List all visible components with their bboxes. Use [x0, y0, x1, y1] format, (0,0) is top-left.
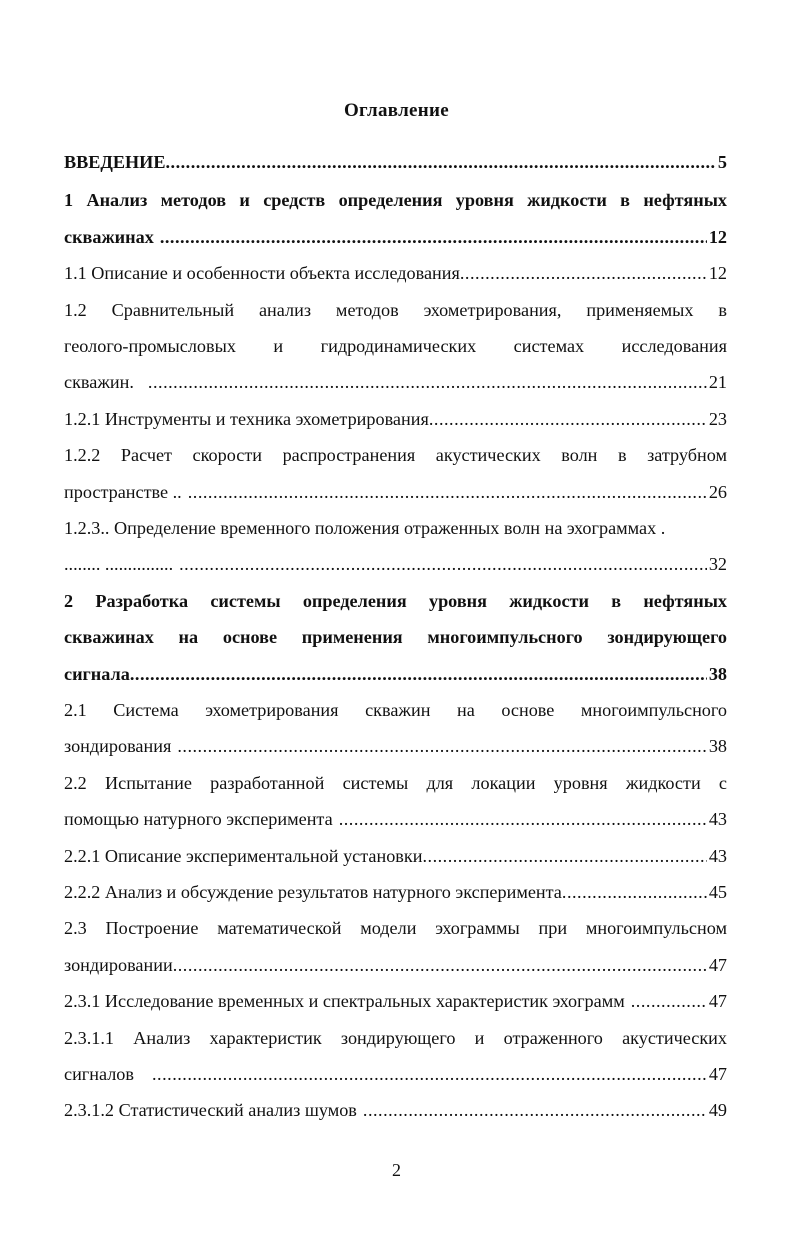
toc-page-number: 43 — [708, 846, 727, 866]
dot-leader — [173, 951, 707, 979]
toc-entry-text: 1.1 Описание и особенности объекта исследования — [64, 263, 460, 283]
toc-entry-introduction[interactable] — [64, 148, 727, 176]
toc-entry-text: помощью натурного эксперимента — [64, 809, 333, 829]
dot-leader — [152, 1060, 707, 1088]
toc-section-2-3-1-1-line-1: 2.3.1.1 Анализ характеристик зондирующего и отраженного акустических — [64, 1028, 727, 1048]
toc-section-2-1-line-1: 2.1 Система эхометрирования скважин на основе многоимпульсного — [64, 700, 727, 720]
toc-entry-text: зондирования — [64, 736, 172, 756]
toc-entry-text: сигналов — [64, 1064, 134, 1084]
toc-entry-text: скважинах — [64, 227, 154, 247]
toc-page-number: 26 — [708, 482, 727, 502]
dot-leader — [188, 478, 707, 506]
dot-leader — [422, 842, 706, 870]
toc-entry-text: пространстве .. — [64, 482, 182, 502]
dot-leader — [562, 878, 707, 906]
toc-chapter-1-line-1: 1 Анализ методов и средств определения уровня жидкости в нефтяных — [64, 190, 727, 210]
toc-entry-2-2-1[interactable] — [64, 842, 727, 870]
toc-page-number: 38 — [708, 664, 727, 684]
toc-entry-text: скважин. — [64, 372, 134, 392]
dot-leader — [339, 805, 707, 833]
toc-section-1-2-line-2: геолого-промысловых и гидродинамических системах исследования — [64, 336, 727, 356]
toc-entry-text: ........ ............... — [64, 554, 174, 574]
toc-page-number: 38 — [708, 736, 727, 756]
dot-leader — [363, 1096, 707, 1124]
toc-entry-text: 2.2.2 Анализ и обсуждение результатов натурного эксперимента — [64, 882, 562, 902]
toc-entry-text: 2.3.1.2 Статистический анализ шумов — [64, 1100, 357, 1120]
dot-leader — [165, 148, 715, 176]
toc-page-number: 43 — [708, 809, 727, 829]
toc-entry-1-2-2[interactable] — [64, 478, 727, 506]
dot-leader — [130, 660, 707, 688]
toc-section-2-2-line-1: 2.2 Испытание разработанной системы для локации уровня жидкости с — [64, 773, 727, 793]
dot-leader — [177, 732, 706, 760]
toc-entry-text: сигнала — [64, 664, 130, 684]
dot-leader — [460, 259, 707, 287]
toc-entry-2-3-1-1[interactable] — [64, 1060, 727, 1088]
toc-page-number: 45 — [708, 882, 727, 902]
toc-section-1-2-3-line-1: 1.2.3.. Определение временного положения отраженных волн на эхограммах . — [64, 518, 666, 538]
toc-entry-1-2-1[interactable] — [64, 405, 727, 433]
toc-entry-2-2[interactable] — [64, 805, 727, 833]
toc-entry-2-3-1-2[interactable] — [64, 1096, 727, 1124]
toc-entry-1-2-3[interactable] — [64, 550, 727, 578]
dot-leader — [631, 987, 707, 1015]
toc-page-number: 12 — [708, 263, 727, 283]
toc-entry-chapter-1[interactable] — [64, 223, 727, 251]
toc-page-number: 47 — [708, 991, 727, 1011]
toc-chapter-2-line-2: скважинах на основе применения многоимпульсного зондирующего — [64, 627, 727, 647]
toc-entry-text: 2.3.1 Исследование временных и спектральных характеристик эхограмм — [64, 991, 625, 1011]
toc-entry-2-3[interactable] — [64, 951, 727, 979]
toc-entry-1-2[interactable] — [64, 368, 727, 396]
toc-title: Оглавление — [343, 100, 450, 121]
toc-entry-text: зондировании — [64, 955, 173, 975]
toc-page-number: 32 — [708, 554, 727, 574]
toc-section-1-2-2-line-1: 1.2.2 Расчет скорости распространения акустических волн в затрубном — [64, 445, 727, 465]
page-number: 2 — [392, 1160, 401, 1180]
dot-leader — [148, 368, 707, 396]
toc-entry-2-2-2[interactable] — [64, 878, 727, 906]
toc-page-number: 21 — [708, 372, 727, 392]
toc-entry-1-1[interactable] — [64, 259, 727, 287]
toc-page-number: 12 — [708, 227, 727, 247]
toc-entry-2-3-1[interactable] — [64, 987, 727, 1015]
toc-entry-text: 1.2.1 Инструменты и техника эхометрирования — [64, 409, 429, 429]
dot-leader — [429, 405, 707, 433]
toc-page-number: 47 — [708, 955, 727, 975]
toc-chapter-2-line-1: 2 Разработка системы определения уровня жидкости в нефтяных — [64, 591, 727, 611]
dot-leader — [179, 550, 707, 578]
toc-entry-text: 2.2.1 Описание экспериментальной установки — [64, 846, 423, 866]
toc-entry-2-1[interactable] — [64, 732, 727, 760]
toc-section-2-3-line-1: 2.3 Построение математической модели эхограммы при многоимпульсном — [64, 918, 727, 938]
dot-leader — [160, 223, 707, 251]
toc-page-number: 5 — [717, 152, 727, 172]
toc-entry-text: ВВЕДЕНИЕ — [64, 152, 166, 172]
toc-page-number: 49 — [708, 1100, 727, 1120]
toc-page-number: 47 — [708, 1064, 727, 1084]
toc-section-1-2-line-1: 1.2 Сравнительный анализ методов эхометрирования, применяемых в — [64, 300, 727, 320]
toc-entry-chapter-2[interactable] — [64, 660, 727, 688]
toc-page-number: 23 — [708, 409, 727, 429]
